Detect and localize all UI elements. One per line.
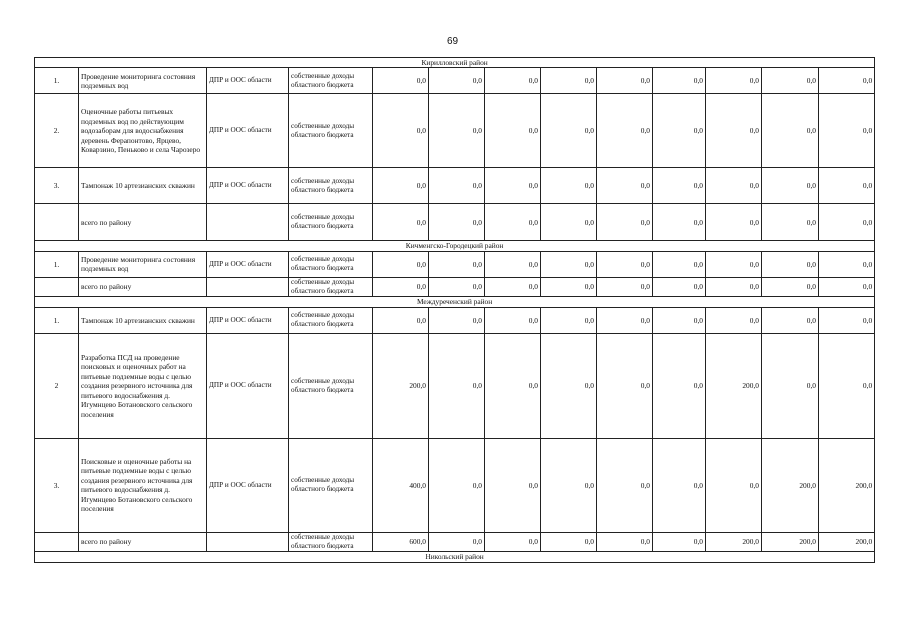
amount-cell: 0,0 [706, 277, 762, 296]
amount-cell: 0,0 [597, 438, 653, 532]
row-number [35, 277, 79, 296]
activity-name: Оценочные работы питьевых подземных вод по действующим водозаборам для водоснабжения деревень Ферапонтово, Ярцево, Коварзино, Пеньково и села Чарозеро [79, 94, 207, 168]
activity-name: всего по району [79, 532, 207, 551]
amount-cell: 0,0 [597, 532, 653, 551]
row-number: 1. [35, 68, 79, 94]
amount-cell: 0,0 [706, 68, 762, 94]
amount-cell: 0,0 [653, 333, 706, 438]
amount-cell: 0,0 [485, 532, 541, 551]
amount-cell: 0,0 [429, 94, 485, 168]
amount-cell: 200,0 [762, 532, 819, 551]
amount-cell: 0,0 [762, 277, 819, 296]
amount-cell: 0,0 [429, 277, 485, 296]
amount-cell: 0,0 [706, 94, 762, 168]
amount-cell: 0,0 [653, 532, 706, 551]
amount-cell: 0,0 [485, 204, 541, 241]
amount-cell: 0,0 [819, 168, 875, 204]
amount-cell: 0,0 [429, 307, 485, 333]
amount-cell: 200,0 [762, 438, 819, 532]
amount-cell: 0,0 [429, 68, 485, 94]
executor: ДПР и ООС области [207, 68, 289, 94]
amount-cell: 0,0 [653, 438, 706, 532]
amount-cell: 0,0 [597, 277, 653, 296]
amount-cell: 0,0 [429, 251, 485, 277]
amount-cell: 0,0 [653, 68, 706, 94]
amount-cell: 0,0 [819, 277, 875, 296]
executor: ДПР и ООС области [207, 168, 289, 204]
funding-source: собственные доходы областного бюджета [289, 204, 373, 241]
amount-cell: 0,0 [373, 68, 429, 94]
activity-name: Проведение мониторинга состояния подземных вод [79, 68, 207, 94]
amount-cell: 0,0 [819, 333, 875, 438]
executor: ДПР и ООС области [207, 333, 289, 438]
amount-cell: 0,0 [762, 333, 819, 438]
amount-cell: 0,0 [541, 333, 597, 438]
funding-source: собственные доходы областного бюджета [289, 251, 373, 277]
amount-cell: 0,0 [706, 307, 762, 333]
table-row [35, 333, 875, 438]
section-title: Кирилловский район [35, 58, 875, 68]
funding-source: собственные доходы областного бюджета [289, 333, 373, 438]
activity-name: всего по району [79, 277, 207, 296]
amount-cell: 0,0 [762, 204, 819, 241]
amount-cell: 0,0 [541, 438, 597, 532]
amount-cell: 0,0 [819, 251, 875, 277]
amount-cell: 0,0 [597, 94, 653, 168]
amount-cell: 0,0 [541, 68, 597, 94]
funding-source: собственные доходы областного бюджета [289, 168, 373, 204]
amount-cell: 0,0 [762, 68, 819, 94]
amount-cell: 0,0 [762, 307, 819, 333]
funding-source: собственные доходы областного бюджета [289, 307, 373, 333]
activity-name: Поисковые и оценочные работы на питьевые подземные воды с целью создания резервного источника для питьевого водоснабжения д. Игумнцево Ботановского сельского поселения [79, 438, 207, 532]
amount-cell: 0,0 [485, 68, 541, 94]
activity-name: всего по району [79, 204, 207, 241]
section-title: Междуреченский район [35, 297, 875, 307]
amount-cell: 0,0 [373, 277, 429, 296]
amount-cell: 0,0 [597, 251, 653, 277]
section-header-row [35, 297, 875, 307]
amount-cell: 200,0 [819, 438, 875, 532]
amount-cell: 0,0 [597, 307, 653, 333]
section-header-row [35, 552, 875, 562]
total-row [35, 532, 875, 551]
total-row [35, 204, 875, 241]
amount-cell: 200,0 [819, 532, 875, 551]
amount-cell: 0,0 [429, 438, 485, 532]
row-number: 1. [35, 307, 79, 333]
amount-cell: 200,0 [706, 333, 762, 438]
amount-cell: 0,0 [819, 94, 875, 168]
table-row [35, 68, 875, 94]
amount-cell: 0,0 [373, 94, 429, 168]
activity-name: Тампонаж 10 артезианских скважин [79, 168, 207, 204]
amount-cell: 0,0 [541, 94, 597, 168]
executor [207, 204, 289, 241]
amount-cell: 0,0 [485, 333, 541, 438]
amount-cell: 0,0 [485, 251, 541, 277]
amount-cell: 0,0 [597, 204, 653, 241]
row-number [35, 204, 79, 241]
row-number: 1. [35, 251, 79, 277]
executor: ДПР и ООС области [207, 307, 289, 333]
amount-cell: 0,0 [485, 94, 541, 168]
amount-cell: 0,0 [373, 204, 429, 241]
page-number: 69 [446, 36, 459, 47]
section-title: Никольский район [35, 552, 875, 562]
amount-cell: 0,0 [541, 277, 597, 296]
activity-name: Тампонаж 10 артезианских скважин [79, 307, 207, 333]
table-row [35, 307, 875, 333]
amount-cell: 0,0 [653, 204, 706, 241]
amount-cell: 0,0 [373, 168, 429, 204]
amount-cell: 0,0 [653, 251, 706, 277]
funding-source: собственные доходы областного бюджета [289, 532, 373, 551]
amount-cell: 0,0 [762, 251, 819, 277]
activity-name: Проведение мониторинга состояния подземных вод [79, 251, 207, 277]
amount-cell: 400,0 [373, 438, 429, 532]
total-row [35, 277, 875, 296]
executor: ДПР и ООС области [207, 438, 289, 532]
section-title: Кичменгско-Городецкий район [35, 241, 875, 251]
amount-cell: 0,0 [541, 168, 597, 204]
table-row [35, 168, 875, 204]
amount-cell: 0,0 [429, 168, 485, 204]
funding-source: собственные доходы областного бюджета [289, 94, 373, 168]
row-number [35, 532, 79, 551]
activity-name: Разработка ПСД на проведение поисковых и оценочных работ на питьевые подземные воды с целью создания резервного источника для питьевого водоснабжения д. Игумнцево Ботановского сельского поселения [79, 333, 207, 438]
amount-cell: 0,0 [706, 438, 762, 532]
amount-cell: 0,0 [485, 307, 541, 333]
amount-cell: 0,0 [429, 333, 485, 438]
amount-cell: 0,0 [762, 168, 819, 204]
row-number: 2. [35, 94, 79, 168]
amount-cell: 0,0 [541, 204, 597, 241]
amount-cell: 0,0 [429, 204, 485, 241]
amount-cell: 0,0 [653, 277, 706, 296]
amount-cell: 0,0 [819, 307, 875, 333]
amount-cell: 0,0 [541, 307, 597, 333]
amount-cell: 0,0 [485, 438, 541, 532]
amount-cell: 0,0 [485, 277, 541, 296]
amount-cell: 0,0 [819, 204, 875, 241]
amount-cell: 200,0 [706, 532, 762, 551]
amount-cell: 0,0 [541, 251, 597, 277]
amount-cell: 0,0 [597, 168, 653, 204]
amount-cell: 200,0 [373, 333, 429, 438]
amount-cell: 0,0 [762, 94, 819, 168]
amount-cell: 0,0 [541, 532, 597, 551]
amount-cell: 0,0 [485, 168, 541, 204]
budget-table [34, 57, 875, 563]
table-row [35, 251, 875, 277]
section-header-row [35, 58, 875, 68]
executor [207, 277, 289, 296]
amount-cell: 0,0 [653, 307, 706, 333]
row-number: 3. [35, 168, 79, 204]
amount-cell: 0,0 [429, 532, 485, 551]
amount-cell: 0,0 [597, 333, 653, 438]
amount-cell: 0,0 [653, 168, 706, 204]
amount-cell: 600,0 [373, 532, 429, 551]
executor: ДПР и ООС области [207, 94, 289, 168]
amount-cell: 0,0 [597, 68, 653, 94]
amount-cell: 0,0 [819, 68, 875, 94]
table-row [35, 94, 875, 168]
row-number: 3. [35, 438, 79, 532]
section-header-row [35, 241, 875, 251]
executor: ДПР и ООС области [207, 251, 289, 277]
amount-cell: 0,0 [706, 204, 762, 241]
amount-cell: 0,0 [706, 168, 762, 204]
table-row [35, 438, 875, 532]
executor [207, 532, 289, 551]
row-number: 2 [35, 333, 79, 438]
funding-source: собственные доходы областного бюджета [289, 277, 373, 296]
amount-cell: 0,0 [373, 251, 429, 277]
funding-source: собственные доходы областного бюджета [289, 68, 373, 94]
amount-cell: 0,0 [373, 307, 429, 333]
funding-source: собственные доходы областного бюджета [289, 438, 373, 532]
amount-cell: 0,0 [706, 251, 762, 277]
amount-cell: 0,0 [653, 94, 706, 168]
